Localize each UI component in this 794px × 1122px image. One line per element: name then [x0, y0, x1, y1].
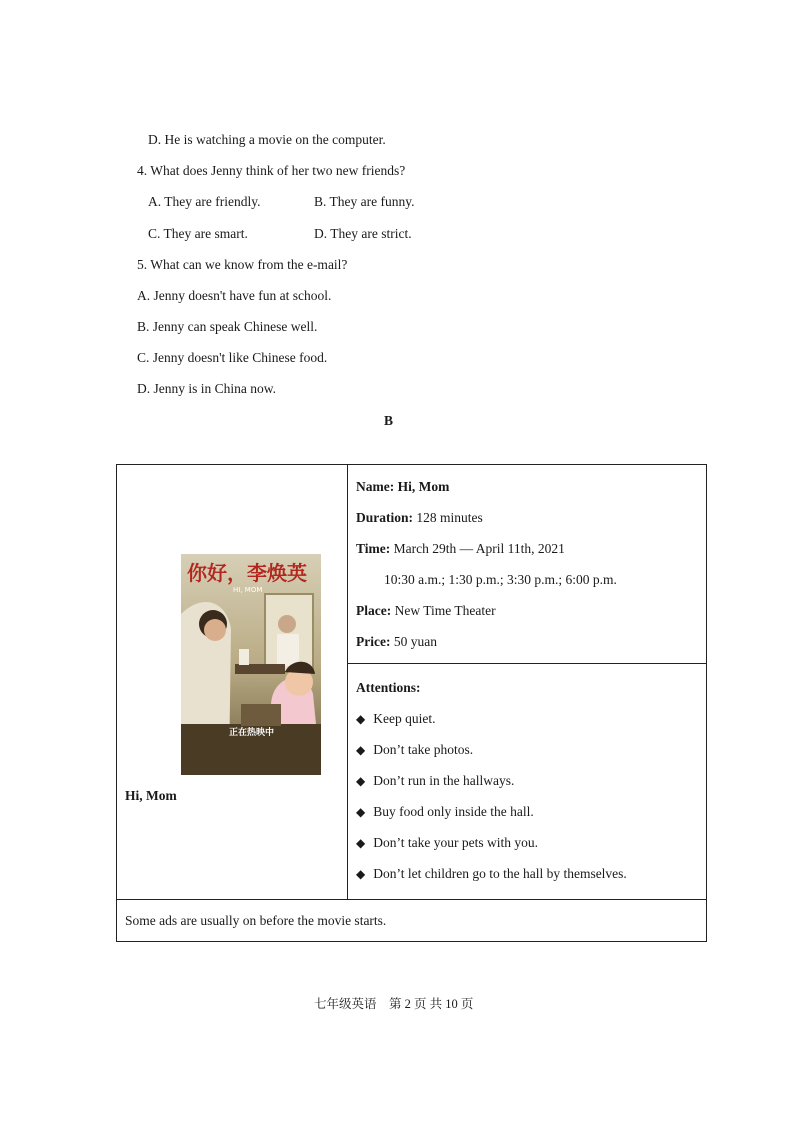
attention-item	[356, 804, 534, 820]
place-value: New Time Theater	[394, 603, 496, 618]
diamond-bullet-icon: ◆	[356, 743, 366, 757]
q4-option-a: A. They are friendly.	[148, 194, 261, 209]
poster-title-cn: 你好，李焕英	[187, 561, 307, 585]
poster-caption: Hi, Mom	[125, 788, 177, 803]
section-label: B	[384, 413, 394, 428]
price-label: Price:	[356, 634, 391, 649]
time-slots: 10:30 a.m.; 1:30 p.m.; 3:30 p.m.; 6:00 p.m.	[384, 572, 617, 587]
movie-info-table	[116, 464, 707, 942]
place-line	[356, 603, 496, 619]
note-text: Some ads are usually on before the movie starts.	[125, 913, 387, 928]
time-line	[356, 541, 565, 557]
attention-text: Don’t let children go to the hall by themselves.	[373, 866, 627, 881]
price-value: 50 yuan	[393, 634, 437, 649]
duration-line	[356, 510, 483, 526]
attentions-cell	[348, 664, 707, 900]
time-value: March 29th — April 11th, 2021	[393, 541, 565, 556]
poster-tag: 正在热映中	[229, 728, 275, 738]
name-label: Name:	[356, 479, 395, 494]
q5-option-d: D. Jenny is in China now.	[137, 381, 276, 396]
price-line	[356, 634, 437, 650]
poster-cell	[117, 465, 348, 900]
duration-value: 128 minutes	[416, 510, 483, 525]
attention-text: Keep quiet.	[373, 711, 436, 726]
attention-text: Don’t take photos.	[373, 742, 474, 757]
page-footer: 七年级英语 第 2 页 共 10 页	[314, 997, 474, 1011]
note-cell	[117, 900, 707, 942]
diamond-bullet-icon: ◆	[356, 867, 366, 881]
attention-item	[356, 742, 473, 758]
movie-poster-image	[181, 554, 321, 775]
q4-stem: 4. What does Jenny think of her two new friends?	[137, 163, 406, 178]
time-label: Time:	[356, 541, 391, 556]
q3-option-d: D. He is watching a movie on the computer.	[148, 132, 386, 147]
q4-option-c: C. They are smart.	[148, 226, 248, 241]
duration-label: Duration:	[356, 510, 413, 525]
attention-item	[356, 773, 514, 789]
attention-text: Don’t take your pets with you.	[373, 835, 538, 850]
attentions-label: Attentions:	[356, 680, 421, 695]
diamond-bullet-icon: ◆	[356, 712, 366, 726]
q4-option-d: D. They are strict.	[314, 226, 412, 241]
diamond-bullet-icon: ◆	[356, 805, 366, 819]
q5-option-b: B. Jenny can speak Chinese well.	[137, 319, 318, 334]
name-value: Hi, Mom	[397, 479, 450, 494]
diamond-bullet-icon: ◆	[356, 836, 366, 850]
q5-stem: 5. What can we know from the e-mail?	[137, 257, 348, 272]
poster-title-en: HI, MOM	[233, 586, 263, 594]
q5-option-c: C. Jenny doesn't like Chinese food.	[137, 350, 328, 365]
attention-item	[356, 866, 627, 882]
attention-text: Don’t run in the hallways.	[373, 773, 515, 788]
attention-text: Buy food only inside the hall.	[373, 804, 534, 819]
movie-name-line	[356, 479, 449, 495]
q5-option-a: A. Jenny doesn't have fun at school.	[137, 288, 332, 303]
place-label: Place:	[356, 603, 392, 618]
movie-details-cell	[348, 465, 707, 664]
diamond-bullet-icon: ◆	[356, 774, 366, 788]
attention-item	[356, 711, 435, 727]
attention-item	[356, 835, 538, 851]
q4-option-b: B. They are funny.	[314, 194, 415, 209]
